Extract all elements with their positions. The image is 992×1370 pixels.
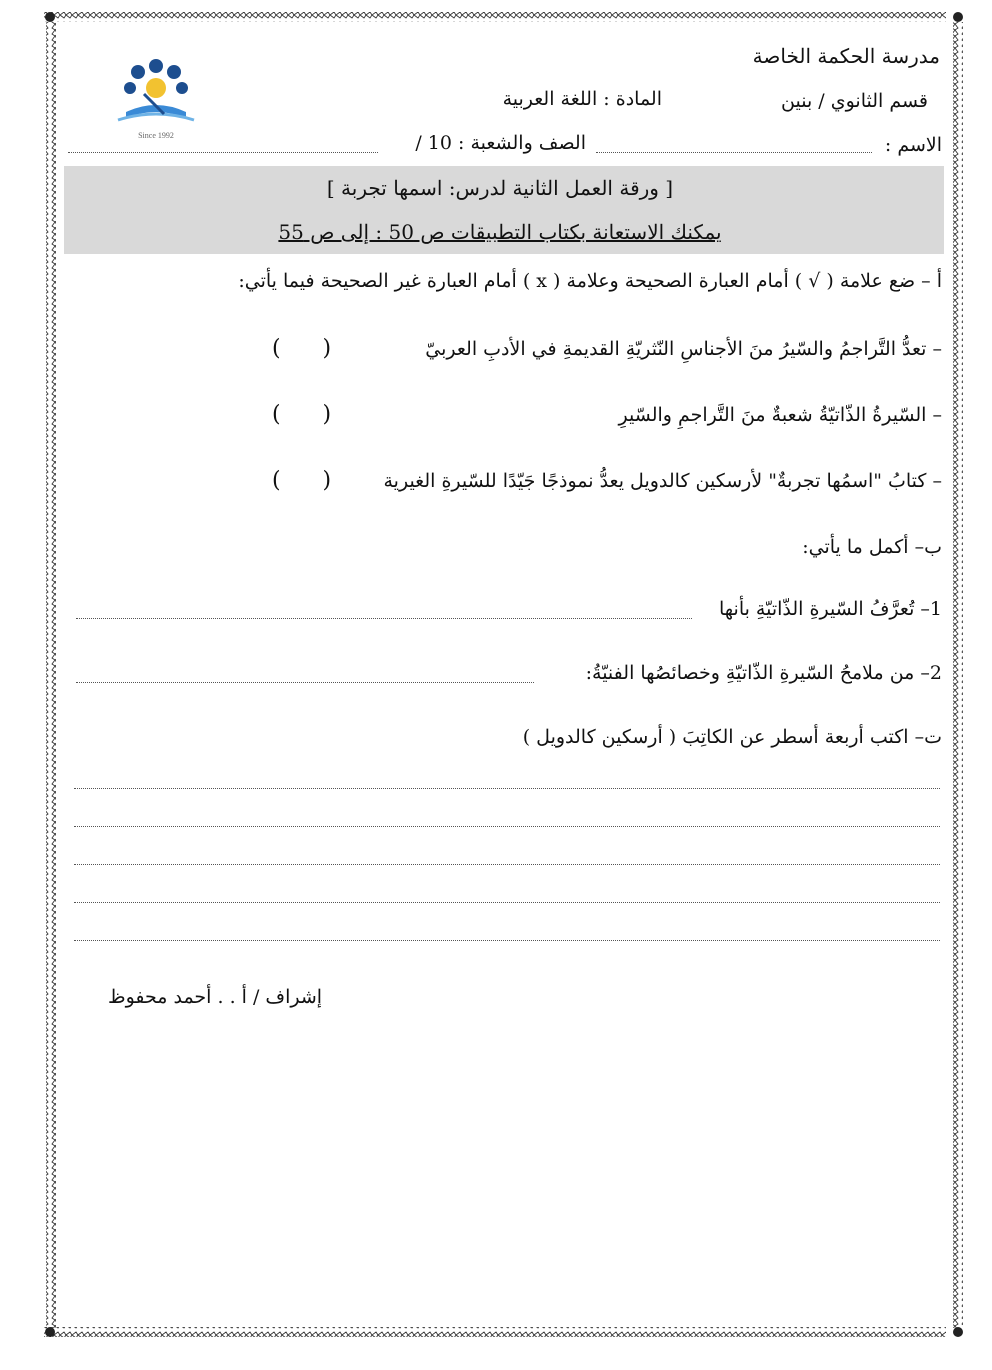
section-b-item-1: 1– تُعرَّفُ السّيرةِ الذّاتيّةِ بأنها (718, 598, 942, 620)
section-b-item-2: 2– من ملامحُ السّيرةِ الذّاتيّةِ وخصائصُها الفنيّةُ: (585, 662, 942, 684)
name-field[interactable] (596, 152, 872, 153)
supervisor: إشراف / أ . . أحمد محفوظ (108, 986, 323, 1008)
writing-line-5[interactable] (74, 940, 940, 941)
name-label: الاسم : (884, 134, 942, 156)
class-field[interactable] (68, 152, 378, 153)
answer-box-2[interactable]: ( ) (272, 402, 332, 427)
worksheet-title: [ ورقة العمل الثانية لدرس: اسمها تجربة ] (326, 176, 674, 200)
department: قسم الثانوي / بنين (781, 90, 928, 112)
section-b-instruction: ب– أكمل ما يأتي: (802, 536, 942, 558)
writing-line-4[interactable] (74, 902, 940, 903)
class-label: الصف والشعبة : 10 / (415, 132, 586, 154)
answer-line-b2[interactable] (76, 682, 534, 683)
subject: المادة : اللغة العربية (502, 88, 662, 110)
worksheet-subtitle: يمكنك الاستعانة بكتاب التطبيقات ص 50 : إلى ص 55 (278, 220, 722, 244)
section-a-item-2: – السّيرةُ الذّاتيّةُ شعبةٌ منَ التَّراجمِ والسّيرِ (618, 404, 942, 426)
writing-line-2[interactable] (74, 826, 940, 827)
answer-box-1[interactable]: ( ) (272, 336, 332, 361)
logo-caption: Since 1992 (138, 131, 174, 140)
section-c-instruction: ت– اكتب أربعة أسطر عن الكاتِبَ ( أرسكين كالدويل ) (522, 726, 942, 748)
section-a-item-1: – تعدُّ التَّراجمُ والسّيرُ منَ الأجناسِ النّثريّةِ القديمةِ في الأدبِ العربيّ (425, 338, 942, 360)
section-a-item-3: – كتابُ "اسمُها تجربةٌ" لأرسكين كالدويل يعدُّ نموذجًا جَيّدًا للسّيرةِ الغيرية (383, 470, 942, 492)
section-a-instruction: أ – ضع علامة ( √ ) أمام العبارة الصحيحة وعلامة ( x ) أمام العبارة غير الصحيحة فيما يأتي: (238, 270, 942, 292)
writing-line-1[interactable] (74, 788, 940, 789)
answer-box-3[interactable]: ( ) (272, 468, 332, 493)
school-name: مدرسة الحكمة الخاصة (752, 44, 940, 68)
writing-line-3[interactable] (74, 864, 940, 865)
answer-line-b1[interactable] (76, 618, 692, 619)
school-logo (104, 54, 208, 146)
